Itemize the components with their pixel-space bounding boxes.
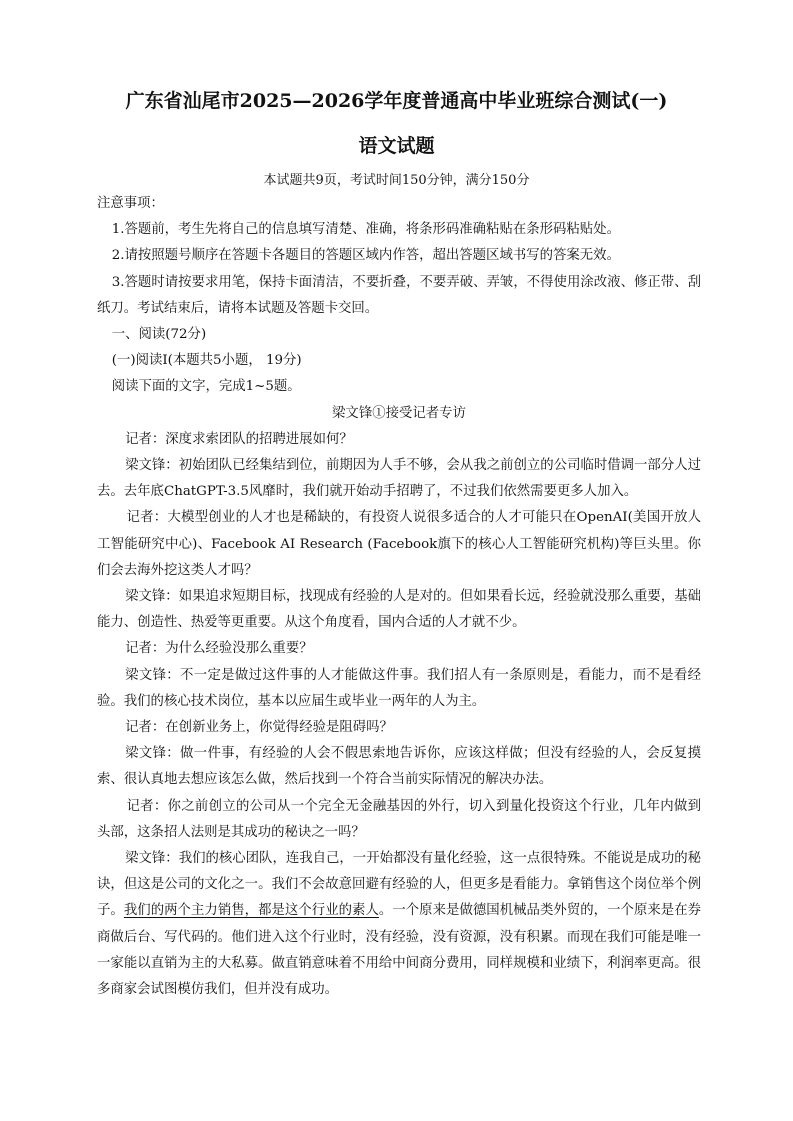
underlined-sentence: 我们的两个主力销售，都是这个行业的素人 [123, 903, 379, 919]
notice-item: 1.答题前，考生先将自己的信息填写清楚、准确，将条形码准确粘贴在条形码粘贴处。 [111, 222, 620, 238]
paragraph-text: 梁文锋：我们的核心团队，连我自己，一开始都没有量化经验，这一点很特殊。不能说是成功的秘诀，但这是公司的文化之一。我们不会故意回避有经验的人，但更多是看能力。拿销售这个岗位举个例子。 [97, 851, 701, 919]
section-heading: 一、阅读(72分) [111, 327, 207, 343]
paragraph-text: 。一个原来是做德国机械品类外贸的，一个原来是在券商做后台、写代码的。他们进入这个行业时，没有经验，没有资源，没有积累。而现在我们可能是唯一一家能以直销为主的大私募。做直销意味着不用给中间商分费用，同样规模和业绩下，利润率更高。很多商家会试图模仿我们，但并没有成功。 [97, 903, 702, 998]
article-paragraph: 记者：深度求索团队的招聘进展如何？ [125, 431, 353, 447]
notice-item: 2.请按照题号顺序在答题卡各题目的答题区域内作答，超出答题区域书写的答案无效。 [111, 248, 620, 264]
article-paragraph [97, 846, 701, 1003]
article-title: 梁文锋①接受记者专访 [332, 405, 466, 421]
sub-section-heading: (一)阅读Ⅰ(本题共5小题， 19分) [111, 353, 302, 369]
exam-info: 本试题共9页，考试时间150分钟，满分150分 [263, 173, 530, 188]
article-paragraph: 记者：在创新业务上，你觉得经验是阻碍吗？ [125, 720, 393, 736]
article-paragraph: 梁文锋：如果追求短期目标，找现成有经验的人是对的。但如果看长远，经验就没那么重要，基础能力、创造性、热爱等更重要。从这个角度看，国内合适的人才就不少。 [97, 589, 701, 631]
article-paragraph: 梁文锋：不一定是做过这件事的人才能做这件事。我们招人有一条原则是，看能力，而不是看经验。我们的核心技术岗位，基本以应届生或毕业一两年的人为主。 [97, 667, 701, 709]
instruction-text: 阅读下面的文字，完成1~5题。 [111, 379, 301, 395]
article-paragraph: 记者：大模型创业的人才也是稀缺的，有投资人说很多适合的人才可能只在OpenAI(美国开放人工智能研究中心)、Facebook AI Research (Facebook旗下的核心人工智能研究机构)等巨头里。你们会去海外挖这类人才吗？ [97, 510, 701, 578]
article-paragraph: 梁文锋：初始团队已经集结到位，前期因为人手不够，会从我之前创立的公司临时借调一部分人过去。去年底ChatGPT-3.5风靡时，我们就开始动手招聘了，不过我们依然需要更多人加入。 [97, 458, 701, 500]
article-paragraph: 记者：为什么经验没那么重要？ [125, 641, 313, 657]
notice-item: 3.答题时请按要求用笔，保持卡面清洁，不要折叠，不要弄破、弄皱，不得使用涂改液、修正带、刮纸刀。考试结束后，请将本试题及答题卡交回。 [97, 274, 701, 316]
document-body [97, 191, 701, 1003]
article-paragraph: 记者：你之前创立的公司从一个完全无金融基因的外行，切入到量化投资这个行业，几年内做到头部，这条招人法则是其成功的秘诀之一吗？ [97, 798, 701, 840]
subject-title: 语文试题 [358, 135, 435, 157]
page-title: 广东省汕尾市2025—2026学年度普通高中毕业班综合测试(一) [125, 90, 668, 112]
notice-heading: 注意事项： [97, 196, 164, 211]
article-paragraph: 梁文锋：做一件事，有经验的人会不假思索地告诉你，应该这样做；但没有经验的人，会反复摸索、很认真地去想应该怎么做，然后找到一个符合当前实际情况的解决办法。 [97, 746, 701, 788]
